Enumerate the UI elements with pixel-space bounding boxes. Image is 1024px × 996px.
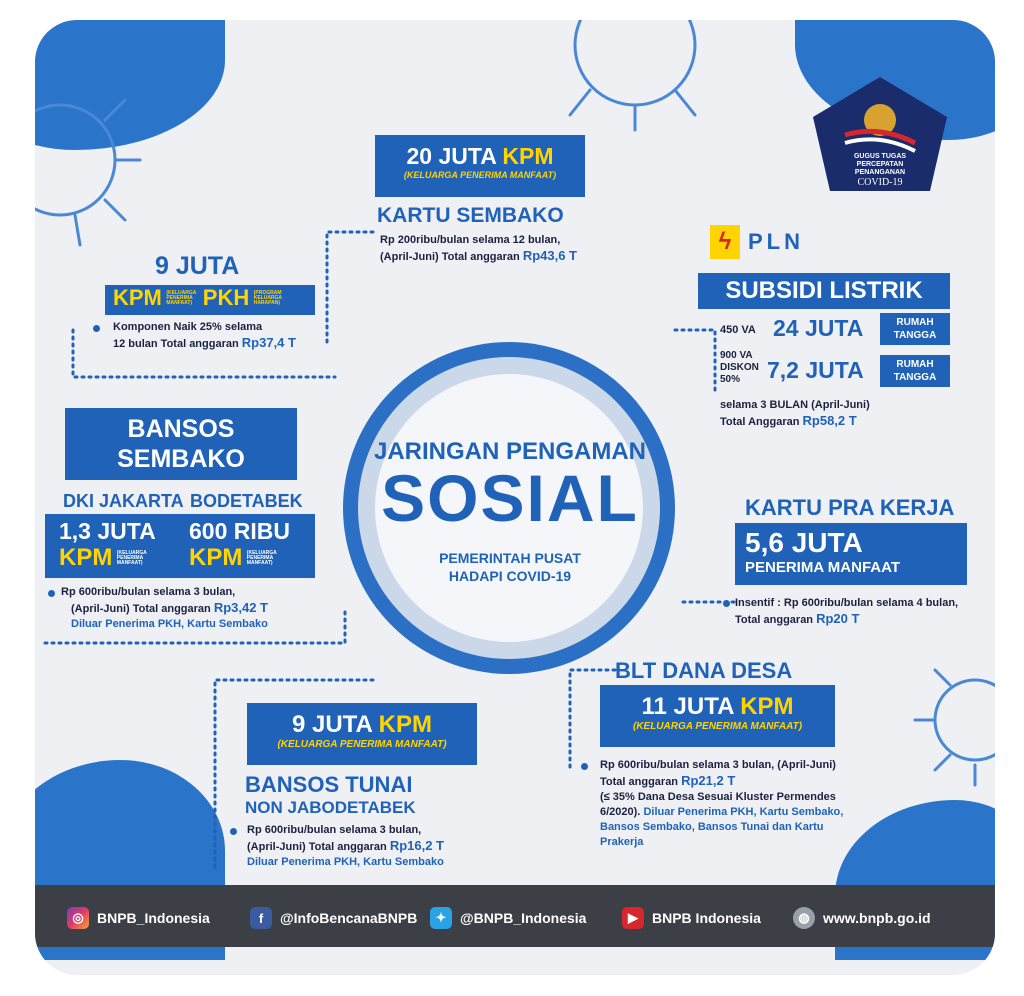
infographic-card [35, 20, 995, 975]
prakerja-box [735, 523, 967, 585]
listrik-va2c: 50% [720, 374, 741, 385]
bansos-sembako-note: Diluar Penerima PKH, Kartu Sembako [71, 618, 268, 630]
bansos-tunai-kpm: KPM [378, 711, 433, 738]
kartu-sembako-box [375, 135, 585, 197]
prakerja-desc [735, 596, 958, 628]
listrik-desc-1: selama 3 BULAN (April-Juni) [720, 399, 870, 411]
blt-note-2: Bansos Sembako, Bansos Tunai dan Kartu [600, 821, 824, 833]
blt-bullet [581, 763, 588, 770]
blt-amount: Rp21,2 T [681, 773, 736, 788]
pln-label: PLN [748, 229, 804, 254]
listrik-amount: Rp58,2 T [802, 413, 857, 428]
footer-twitter[interactable] [430, 907, 586, 929]
youtube-icon: ▶ [622, 907, 644, 929]
prakerja-bullet [723, 600, 730, 607]
bansos-tunai-bullet [230, 828, 237, 835]
blt-note-1: Diluar Penerima PKH, Kartu Sembako, [643, 806, 844, 818]
bansos-tunai-sub: NON JABODETABEK [245, 798, 416, 817]
bansos-sembako-title-2: SEMBAKO [117, 445, 245, 473]
center-subtitle-1: PEMERINTAH PUSAT [439, 550, 581, 566]
blt-desc-2: Total anggaran [600, 776, 679, 788]
bansos-tunai-desc-1: Rp 600ribu/bulan selama 3 bulan, [247, 824, 422, 836]
bansos-sembako-title-1: BANSOS [127, 415, 235, 443]
bansos-sembako-count-box [45, 514, 315, 578]
listrik-unit2b: TANGGA [893, 372, 937, 383]
footer-youtube-label: BNPB Indonesia [652, 910, 761, 926]
bansos-sembako-kpm-sub-2: (KELUARGA PENERIMA MANFAAT) [246, 549, 277, 566]
listrik-unit2-box [880, 355, 950, 387]
footer-instagram[interactable] [67, 907, 210, 929]
footer-instagram-label: BNPB_Indonesia [97, 910, 210, 926]
center-title-1: JARINGAN PENGAMAN [373, 438, 646, 465]
blt-kpm-full: (KELUARGA PENERIMA MANFAAT) [632, 721, 803, 732]
listrik-desc [720, 398, 870, 430]
bansos-tunai-amount: Rp16,2 T [389, 838, 444, 853]
kartu-sembako-desc-2: (April-Juni) Total anggaran [380, 251, 520, 263]
bansos-tunai-desc-2: (April-Juni) Total anggaran [247, 841, 387, 853]
logo-text-1: GUGUS TUGAS [853, 153, 907, 160]
prakerja-title: KARTU PRA KERJA [745, 495, 955, 520]
pkh-bullet [93, 325, 100, 332]
listrik-count2: 7,2 JUTA [767, 357, 864, 383]
blt-kpm: KPM [740, 693, 794, 720]
blt-box [600, 685, 835, 747]
listrik-va2 [720, 350, 759, 386]
kartu-sembako-kpm: KPM [502, 143, 554, 169]
logo-text-3: PENANGANAN [854, 169, 906, 176]
bansos-sembako-region2: BODETABEK [190, 491, 303, 511]
bansos-sembako-count1: 1,3 JUTA [59, 518, 156, 544]
bansos-tunai-desc [247, 823, 444, 870]
prakerja-count: 5,6 JUTA [745, 527, 863, 558]
kartu-sembako-title: KARTU SEMBAKO [377, 204, 564, 227]
bansos-tunai-box [247, 703, 477, 765]
listrik-unit1b: TANGGA [893, 330, 937, 341]
prakerja-desc-2: Total anggaran [735, 614, 814, 626]
kartu-sembako-kpm-full: (KELUARGA PENERIMA MANFAAT) [403, 170, 557, 180]
bansos-sembako-amount: Rp3,42 T [213, 600, 268, 615]
social-footer [35, 885, 995, 947]
gugus-tugas-logo [810, 75, 950, 193]
pkh-kpm-sub: (KELUARGA PENERIMA MANFAAT) [166, 289, 197, 306]
bansos-sembako-kpm-sub-1: (KELUARGA PENERIMA MANFAAT) [116, 549, 147, 566]
footer-web[interactable] [793, 907, 931, 929]
bansos-sembako-count2: 600 RIBU [189, 518, 290, 544]
bansos-tunai-kpm-full: (KELUARGA PENERIMA MANFAAT) [277, 739, 447, 750]
footer-twitter-label: @BNPB_Indonesia [460, 910, 587, 926]
pkh-kpm: KPM [113, 285, 162, 310]
prakerja-sub: PENERIMA MANFAAT [745, 559, 900, 576]
blt-desc [600, 758, 843, 850]
kartu-sembako-desc-1: Rp 200ribu/bulan selama 12 bulan, [380, 234, 561, 246]
listrik-unit1-box [880, 313, 950, 345]
bansos-sembako-title-box [65, 408, 297, 480]
pkh-desc-1: Komponen Naik 25% selama [113, 321, 263, 333]
pkh-box [105, 285, 315, 315]
bansos-tunai-title: BANSOS TUNAI [245, 772, 413, 797]
facebook-icon: f [250, 907, 272, 929]
listrik-va2b: DISKON [720, 362, 759, 373]
kartu-sembako-count: 20 JUTA [406, 143, 496, 169]
bansos-tunai-note: Diluar Penerima PKH, Kartu Sembako [247, 856, 444, 868]
kartu-sembako-amount: Rp43,6 T [522, 248, 577, 263]
pkh-pkh-sub: (PROGRAM KELUARGA HARAPAN) [253, 289, 282, 306]
instagram-icon: ◎ [67, 907, 89, 929]
listrik-unit2a: RUMAH [896, 359, 934, 370]
listrik-va1: 450 VA [720, 324, 756, 336]
bansos-sembako-desc-1: Rp 600ribu/bulan selama 3 bulan, [61, 586, 236, 598]
blt-desc-1: Rp 600ribu/bulan selama 3 bulan, (April-Juni) [600, 759, 836, 771]
logo-text-2: PERCEPATAN [856, 161, 904, 168]
pkh-desc [113, 320, 296, 352]
blt-title: BLT DANA DESA [615, 658, 793, 683]
listrik-title-box: SUBSIDI LISTRIK [698, 273, 950, 309]
center-subtitle-2: HADAPI COVID-19 [448, 568, 572, 584]
blt-desc-4: 6/2020). [600, 806, 641, 818]
bansos-sembako-desc [61, 585, 268, 632]
pkh-pkh: PKH [202, 285, 250, 310]
listrik-unit1a: RUMAH [896, 317, 934, 328]
listrik-desc-2: Total Anggaran [720, 416, 800, 428]
blt-desc-3: (≤ 35% Dana Desa Sesuai Kluster Permendes [600, 791, 836, 803]
prakerja-amount: Rp20 T [816, 611, 860, 626]
prakerja-desc-1: Insentif : Rp 600ribu/bulan selama 4 bulan, [735, 597, 959, 609]
bansos-sembako-bullet [48, 590, 55, 597]
pkh-desc-2: 12 bulan Total anggaran [113, 338, 239, 350]
pkh-amount: Rp37,4 T [241, 335, 296, 350]
blt-count: 11 JUTA [641, 693, 734, 720]
twitter-icon: ✦ [430, 907, 452, 929]
bansos-sembako-desc-2: (April-Juni) Total anggaran [71, 603, 211, 615]
logo-text-4: COVID-19 [857, 177, 903, 188]
center-title-2: SOSIAL [381, 461, 639, 535]
pln-logo [710, 225, 804, 259]
bansos-sembako-region1: DKI JAKARTA [63, 491, 184, 511]
kartu-sembako-desc [380, 233, 577, 265]
listrik-count1: 24 JUTA [773, 315, 864, 341]
pln-lightning-icon: ϟ [710, 225, 740, 259]
footer-youtube[interactable] [622, 907, 761, 929]
bansos-sembako-kpm-2: KPM [189, 544, 243, 571]
pkh-count: 9 JUTA [155, 252, 240, 280]
blt-note-3: Prakerja [600, 836, 644, 848]
globe-icon: ◍ [793, 907, 815, 929]
bansos-sembako-kpm-1: KPM [59, 544, 113, 571]
bansos-tunai-count: 9 JUTA [291, 711, 372, 738]
listrik-va2a: 900 VA [720, 350, 753, 361]
footer-facebook-label: @InfoBencanaBNPB [280, 910, 418, 926]
footer-facebook[interactable] [250, 907, 417, 929]
footer-web-label: www.bnpb.go.id [823, 910, 931, 926]
